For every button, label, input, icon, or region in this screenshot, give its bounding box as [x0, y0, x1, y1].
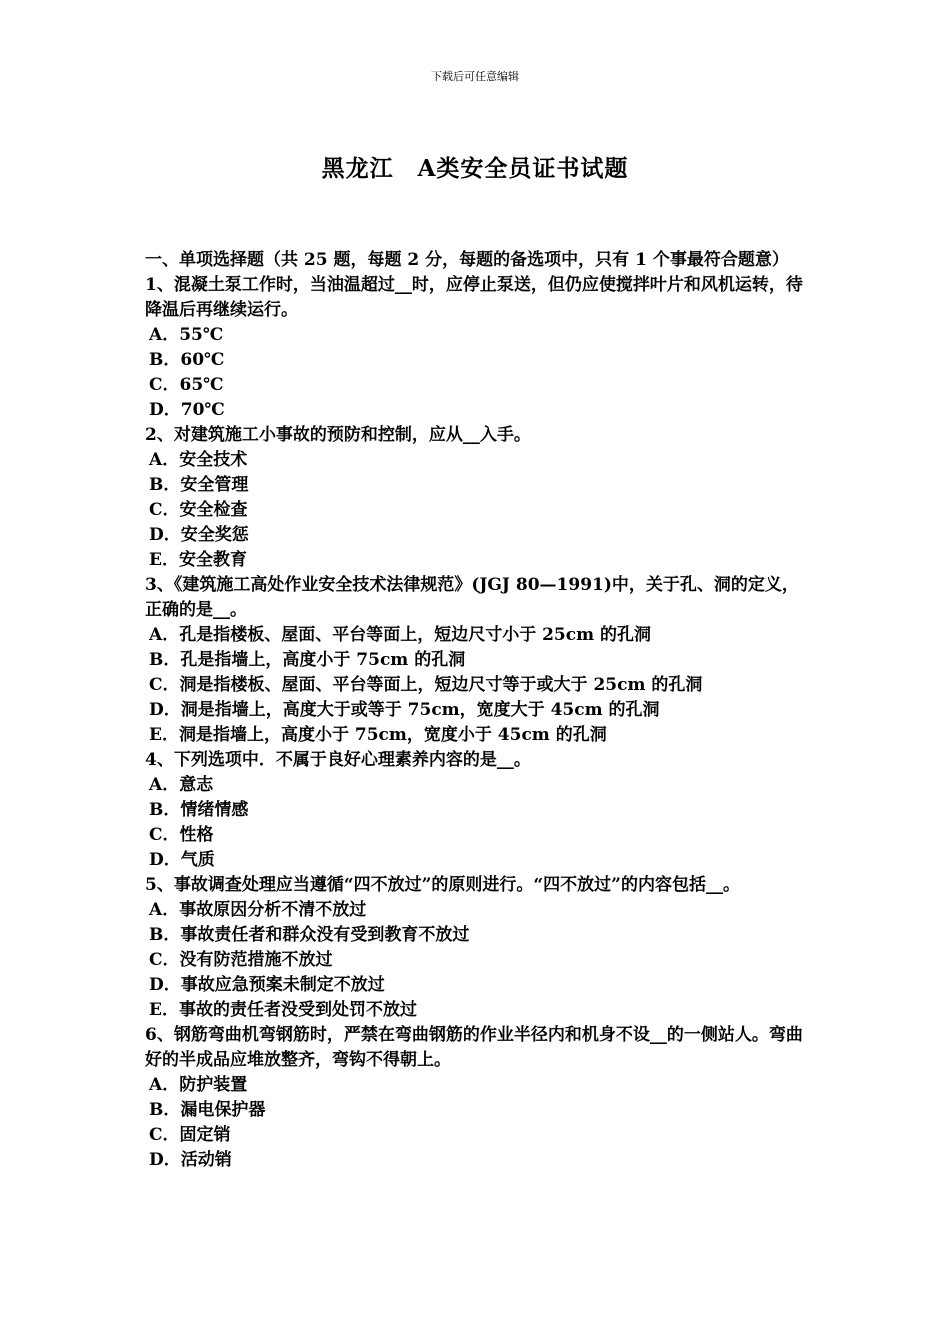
option-a: A．意志: [149, 775, 214, 795]
option-e: E．安全教育: [149, 550, 247, 570]
option-c: C．安全检查: [149, 500, 248, 520]
option-b: B．孔是指墙上，高度小于 75cm 的孔洞: [149, 650, 466, 670]
option-c: C．性格: [149, 825, 214, 845]
question-text: 1、混凝土泵工作时，当油温超过__时，应停止泵送，但仍应使搅拌叶片和风机运转，待降温后再继续运行。: [145, 275, 803, 320]
option-b: B．漏电保护器: [149, 1100, 266, 1120]
document-title: 黑龙江 A类安全员证书试题: [321, 155, 629, 182]
question-text: 2、对建筑施工小事故的预防和控制，应从__入手。: [145, 425, 531, 445]
option-c: C．固定销: [149, 1125, 231, 1145]
option-e: E．洞是指墙上，高度小于 75cm，宽度小于 45cm 的孔洞: [149, 725, 607, 745]
option-c: C．没有防范措施不放过: [149, 950, 333, 970]
question-5: [145, 873, 813, 1023]
option-d: D．洞是指墙上，高度大于或等于 75cm，宽度大于 45cm 的孔洞: [149, 700, 660, 720]
header-note: 下载后可任意编辑: [431, 70, 519, 83]
option-d: D．气质: [149, 850, 215, 870]
question-text: 4、下列选项中．不属于良好心理素养内容的是__。: [145, 750, 531, 770]
option-b: B．事故责任者和群众没有受到教育不放过: [149, 925, 470, 945]
question-text: 5、事故调查处理应当遵循“四不放过”的原则进行。“四不放过”的内容包括__。: [145, 875, 740, 895]
question-text: 6、钢筋弯曲机弯钢筋时，严禁在弯曲钢筋的作业半径内和机身不设__的一侧站人。弯曲好的半成品应堆放整齐，弯钩不得朝上。: [145, 1025, 803, 1070]
option-b: B．60℃: [149, 350, 225, 370]
section-heading: 一、单项选择题（共 25 题，每题 2 分，每题的备选项中，只有 1 个事最符合题意）: [145, 250, 789, 270]
option-a: A．孔是指楼板、屋面、平台等面上，短边尺寸小于 25cm 的孔洞: [149, 625, 652, 645]
option-d: D．事故应急预案未制定不放过: [149, 975, 385, 995]
question-1: [145, 273, 813, 423]
question-text: 3、《建筑施工高处作业安全技术法律规范》(JGJ 80—1991)中，关于孔、洞的定义，正确的是__。: [145, 575, 799, 620]
option-d: D．安全奖惩: [149, 525, 249, 545]
option-d: D．活动销: [149, 1150, 232, 1170]
option-e: E．事故的责任者没受到处罚不放过: [149, 1000, 417, 1020]
option-a: A．事故原因分析不清不放过: [149, 900, 367, 920]
option-c: C．洞是指楼板、屋面、平台等面上，短边尺寸等于或大于 25cm 的孔洞: [149, 675, 703, 695]
exam-content: [145, 248, 813, 1173]
question-3: [145, 573, 813, 748]
option-d: D．70℃: [149, 400, 225, 420]
question-4: [145, 748, 813, 873]
question-2: [145, 423, 813, 573]
question-6: [145, 1023, 813, 1173]
option-a: A．防护装置: [149, 1075, 248, 1095]
option-c: C．65℃: [149, 375, 224, 395]
option-b: B．安全管理: [149, 475, 249, 495]
option-a: A．安全技术: [149, 450, 248, 470]
option-a: A．55℃: [149, 325, 224, 345]
option-b: B．情绪情感: [149, 800, 249, 820]
